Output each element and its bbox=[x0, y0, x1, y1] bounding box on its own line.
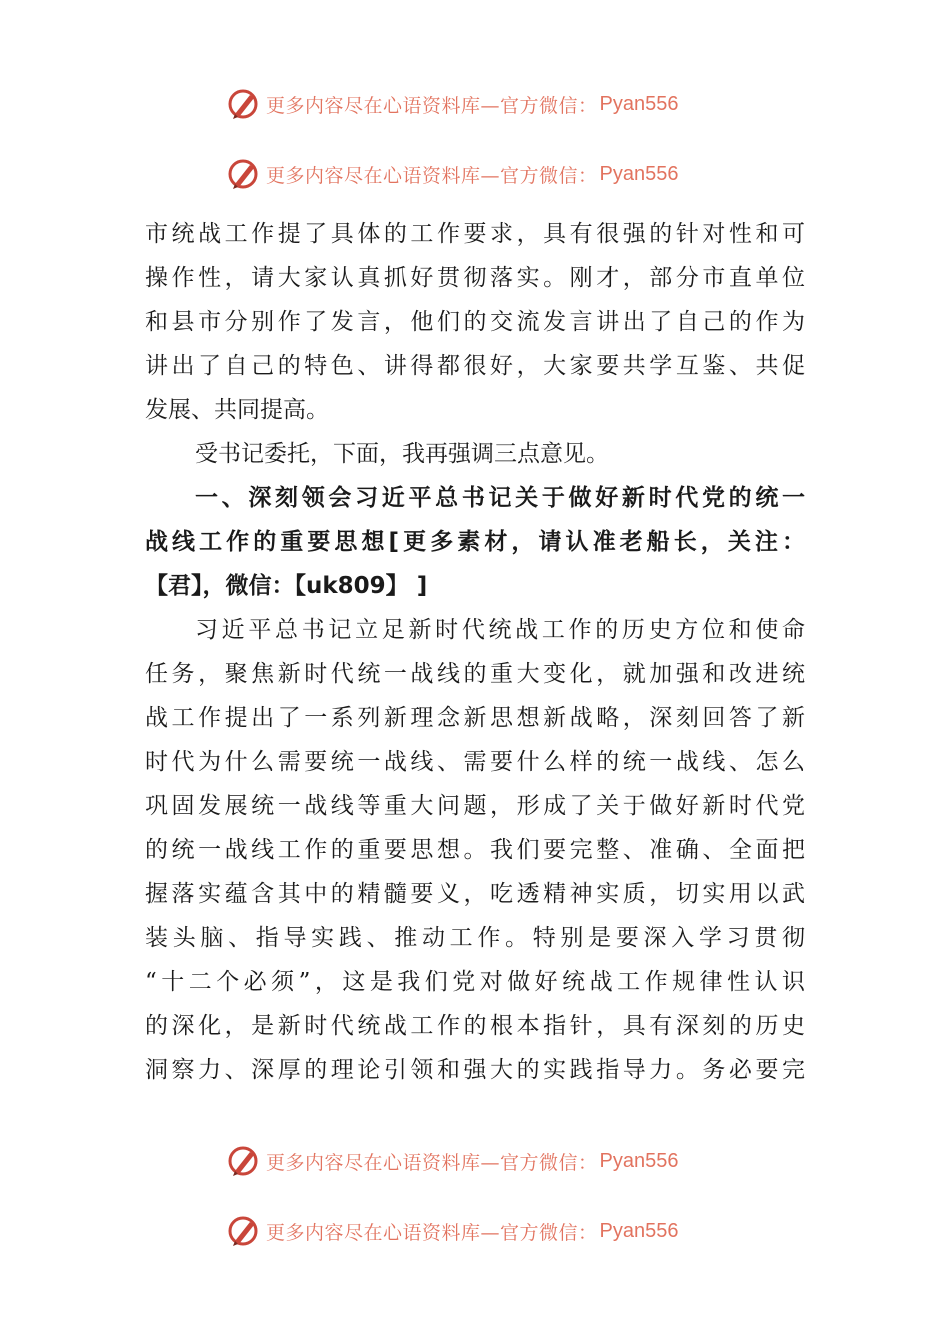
text-line: 任务，聚焦新时代统一战线的重大变化，就加强和改进统 bbox=[145, 661, 805, 687]
paragraph-intro bbox=[145, 212, 805, 432]
watermark-text: 更多内容尽在心语资料库—官方微信： bbox=[266, 94, 598, 117]
watermark-bottom-2 bbox=[226, 1211, 746, 1251]
section-heading bbox=[145, 476, 805, 608]
watermark-id: Pyan556 bbox=[599, 162, 679, 185]
watermark-id: Pyan556 bbox=[599, 1219, 679, 1242]
text-line: 装头脑、指导实践、推动工作。特别是要深入学习贯彻 bbox=[145, 925, 805, 951]
text-line: “十二个必须”，这是我们党对做好统战工作规律性认识 bbox=[145, 969, 805, 995]
text-line: 的统一战线工作的重要思想。我们要完整、准确、全面把 bbox=[145, 837, 805, 863]
watermark-text: 更多内容尽在心语资料库—官方微信： bbox=[266, 1221, 598, 1244]
text-line: 时代为什么需要统一战线、需要什么样的统一战线、怎么 bbox=[145, 749, 805, 775]
heading-line: 战线工作的重要思想[更多素材，请认准老船长，关注： bbox=[145, 529, 805, 555]
pen-logo-icon bbox=[226, 1144, 260, 1178]
text-line: 市统战工作提了具体的工作要求，具有很强的针对性和可 bbox=[145, 221, 805, 247]
text-line: 巩固发展统一战线等重大问题，形成了关于做好新时代党 bbox=[145, 793, 805, 819]
pen-logo-icon bbox=[226, 1214, 260, 1248]
text-line: 操作性，请大家认真抓好贯彻落实。刚才，部分市直单位 bbox=[145, 265, 805, 291]
paragraph-main bbox=[145, 608, 805, 1092]
watermark-top-2 bbox=[226, 154, 746, 194]
paragraph-transition bbox=[145, 432, 805, 476]
document-body bbox=[145, 212, 805, 1092]
text-line: 战工作提出了一系列新理念新思想新战略，深刻回答了新 bbox=[145, 705, 805, 731]
pen-logo-icon bbox=[226, 157, 260, 191]
text-line: 习近平总书记立足新时代统战工作的历史方位和使命 bbox=[195, 617, 805, 643]
pen-logo-icon bbox=[226, 87, 260, 121]
text-line: 洞察力、深厚的理论引领和强大的实践指导力。务必要完 bbox=[145, 1057, 805, 1083]
text-line: 的深化，是新时代统战工作的根本指针，具有深刻的历史 bbox=[145, 1013, 805, 1039]
heading-line: 【君】，微信：【uk809】 ] bbox=[145, 573, 428, 599]
heading-line: 一、深刻领会习近平总书记关于做好新时代党的统一 bbox=[195, 485, 805, 511]
watermark-id: Pyan556 bbox=[599, 92, 679, 115]
watermark-bottom-1 bbox=[226, 1141, 746, 1181]
text-line: 握落实蕴含其中的精髓要义，吃透精神实质，切实用以武 bbox=[145, 881, 805, 907]
text-line: 受书记委托，下面，我再强调三点意见。 bbox=[195, 441, 609, 467]
watermark-text: 更多内容尽在心语资料库—官方微信： bbox=[266, 164, 598, 187]
watermark-top-1 bbox=[226, 84, 746, 124]
text-line: 发展、共同提高。 bbox=[145, 397, 329, 423]
text-line: 和县市分别作了发言，他们的交流发言讲出了自己的作为 bbox=[145, 309, 805, 335]
text-line: 讲出了自己的特色、讲得都很好，大家要共学互鉴、共促 bbox=[145, 353, 805, 379]
watermark-id: Pyan556 bbox=[599, 1149, 679, 1172]
watermark-text: 更多内容尽在心语资料库—官方微信： bbox=[266, 1151, 598, 1174]
